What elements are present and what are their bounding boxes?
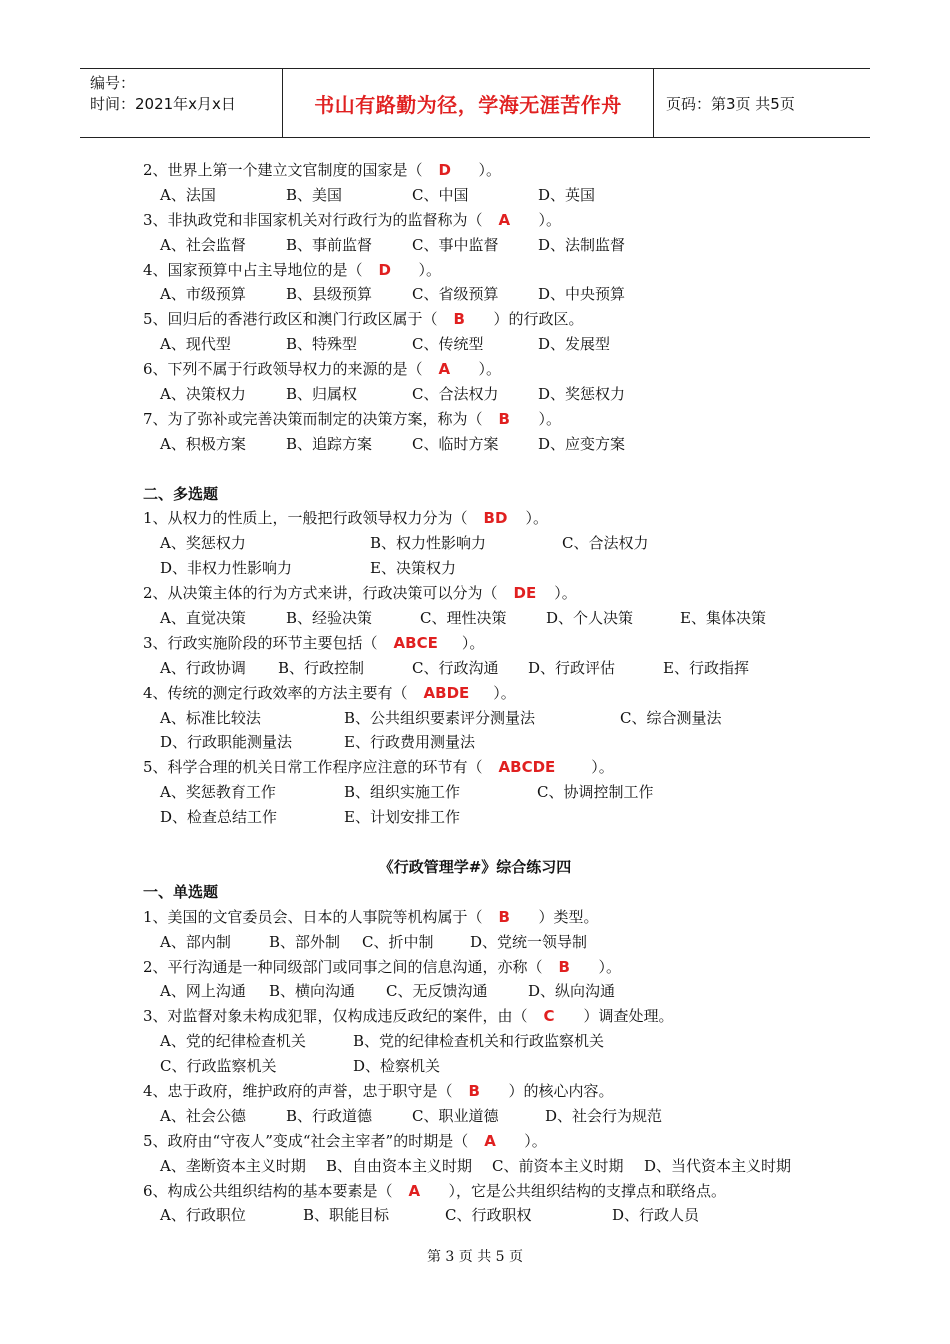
question-tail: ），它是公共组织结构的支撑点和联络点。 xyxy=(448,1181,727,1200)
option: B、自由资本主义时期 xyxy=(326,1156,473,1175)
option: A、社会监督 xyxy=(160,235,246,254)
page-footer: 第 3 页 共 5 页 xyxy=(426,1249,524,1265)
question xyxy=(0,755,950,780)
options-row xyxy=(0,282,950,307)
question xyxy=(0,208,950,233)
option: D、个人决策 xyxy=(546,609,634,628)
question-tail: ）。 xyxy=(461,633,485,652)
options-row xyxy=(0,1104,950,1129)
question-text: 4、忠于政府，维护政府的声誉，忠于职守是（ xyxy=(143,1081,453,1100)
question-text: 2、世界上第一个建立文官制度的国家是（ xyxy=(143,161,423,179)
page-info: 页码：第3页 共5页 xyxy=(666,94,795,113)
option: C、前资本主义时期 xyxy=(492,1156,624,1175)
option: D、纵向沟通 xyxy=(528,982,616,1001)
option: C、省级预算 xyxy=(412,285,499,304)
question-text: 6、构成公共组织结构的基本要素是（ xyxy=(143,1181,393,1200)
options-row xyxy=(0,1154,950,1179)
header-middle xyxy=(282,69,654,137)
answer: A xyxy=(408,1181,421,1200)
option: D、奖惩权力 xyxy=(538,385,626,404)
option: B、特殊型 xyxy=(286,335,358,354)
option: C、折中制 xyxy=(362,932,434,951)
question-tail: ）。 xyxy=(598,957,622,976)
option: D、行政评估 xyxy=(528,658,616,677)
options-row xyxy=(0,1054,950,1079)
question-tail: ）。 xyxy=(538,210,562,229)
option: B、县级预算 xyxy=(286,285,373,304)
option: D、法制监督 xyxy=(538,235,626,254)
question-tail: ）。 xyxy=(591,758,614,777)
option: C、综合测量法 xyxy=(620,708,722,727)
option: A、网上沟通 xyxy=(160,982,246,1001)
question xyxy=(0,1129,950,1154)
section-heading-text: 二、多选题 xyxy=(143,484,219,503)
question xyxy=(0,631,950,656)
option: A、决策权力 xyxy=(160,385,246,404)
option: C、行政职权 xyxy=(445,1206,532,1225)
question xyxy=(0,1079,950,1104)
section-heading xyxy=(0,482,950,507)
question-text: 5、科学合理的机关日常工作程序应注意的环节有（ xyxy=(143,758,483,777)
option: D、行政职能测量法 xyxy=(160,733,293,752)
motto: 书山有路勤为径，学海无涯苦作舟 xyxy=(314,92,622,117)
option: E、行政指挥 xyxy=(663,658,749,677)
question xyxy=(0,1004,950,1029)
options-row xyxy=(0,780,950,805)
question-text: 7、为了弥补或完善决策而制定的决策方案，称为（ xyxy=(143,409,483,428)
question-text: 3、行政实施阶段的环节主要包括（ xyxy=(143,633,378,652)
question xyxy=(0,407,950,432)
option: B、横向沟通 xyxy=(269,982,356,1001)
option: A、积极方案 xyxy=(160,434,246,453)
option: E、行政费用测量法 xyxy=(344,733,475,752)
options-row xyxy=(0,706,950,731)
option: B、部外制 xyxy=(269,932,341,951)
question-tail: ）的核心内容。 xyxy=(508,1081,614,1100)
option: B、行政控制 xyxy=(278,658,365,677)
question-text: 5、政府由“守夜人”变成“社会主宰者”的时期是（ xyxy=(143,1131,469,1150)
answer: ABDE xyxy=(423,683,470,702)
options-row xyxy=(0,233,950,258)
answer: ABCDE xyxy=(498,758,556,777)
exercise-title xyxy=(0,855,950,880)
question-tail: ）。 xyxy=(493,683,516,702)
question-text: 4、传统的测定行政效率的方法主要有（ xyxy=(143,683,408,702)
option: B、追踪方案 xyxy=(286,434,373,453)
option: A、法国 xyxy=(160,185,216,204)
blank-line xyxy=(0,457,950,482)
option: C、行政监察机关 xyxy=(160,1057,277,1076)
blank-line xyxy=(0,830,950,855)
option: B、归属权 xyxy=(286,385,358,404)
date-label: 时间：2021年x月x日 xyxy=(90,95,236,113)
option: D、检察机关 xyxy=(353,1057,441,1076)
option: E、计划安排工作 xyxy=(344,808,460,827)
question-tail: ）。 xyxy=(525,509,548,528)
options-row xyxy=(0,531,950,556)
options-row xyxy=(0,1029,950,1054)
question-text: 3、非执政党和非国家机关对行政行为的监督称为（ xyxy=(143,210,483,229)
question xyxy=(0,681,950,706)
option: D、发展型 xyxy=(538,335,611,354)
option: D、英国 xyxy=(538,185,596,204)
option: B、组织实施工作 xyxy=(344,783,461,802)
option: C、协调控制工作 xyxy=(537,783,654,802)
option: B、事前监督 xyxy=(286,235,373,254)
question-text: 1、从权力的性质上，一般把行政领导权力分为（ xyxy=(143,509,468,528)
question-text: 6、下列不属于行政领导权力的来源的是（ xyxy=(143,360,423,379)
option: D、社会行为规范 xyxy=(545,1106,663,1125)
option: A、党的纪律检查机关 xyxy=(160,1032,306,1051)
answer: D xyxy=(438,161,451,179)
question-text: 1、美国的文官委员会、日本的人事院等机构属于（ xyxy=(143,907,483,926)
question-text: 2、从决策主体的行为方式来讲，行政决策可以分为（ xyxy=(143,584,498,603)
header-left xyxy=(80,69,282,137)
question-tail: ）。 xyxy=(478,360,502,379)
options-row xyxy=(0,979,950,1004)
option: C、职业道德 xyxy=(412,1106,499,1125)
option: E、集体决策 xyxy=(680,609,766,628)
section-heading-text: 一、单选题 xyxy=(143,882,219,901)
answer: BD xyxy=(483,509,508,528)
question-tail: ）。 xyxy=(538,409,562,428)
option: B、行政道德 xyxy=(286,1106,373,1125)
answer: A xyxy=(498,210,511,229)
question xyxy=(0,1179,950,1204)
options-row xyxy=(0,382,950,407)
option: A、直觉决策 xyxy=(160,609,246,628)
options-row xyxy=(0,332,950,357)
question-text: 5、回归后的香港行政区和澳门行政区属于（ xyxy=(143,310,438,329)
question-tail: ）。 xyxy=(524,1131,547,1150)
option: C、合法权力 xyxy=(562,534,649,553)
question-tail: ）调查处理。 xyxy=(583,1007,674,1026)
answer: B xyxy=(498,907,510,926)
answer: A xyxy=(438,360,451,379)
option: C、中国 xyxy=(412,185,469,204)
options-row xyxy=(0,930,950,955)
answer: D xyxy=(378,260,391,279)
question xyxy=(0,307,950,332)
options-row xyxy=(0,183,950,208)
section-heading xyxy=(0,880,950,905)
option: D、行政人员 xyxy=(612,1206,700,1225)
number-label: 编号： xyxy=(90,74,136,92)
option: B、公共组织要素评分测量法 xyxy=(344,708,536,727)
options-row xyxy=(0,432,950,457)
option: A、垄断资本主义时期 xyxy=(160,1156,306,1175)
options-row xyxy=(0,556,950,581)
option: C、传统型 xyxy=(412,335,484,354)
options-row xyxy=(0,730,950,755)
option: A、现代型 xyxy=(160,335,231,354)
option: A、标准比较法 xyxy=(160,708,261,727)
options-row xyxy=(0,656,950,681)
options-row xyxy=(0,606,950,631)
question-tail: ）的行政区。 xyxy=(493,310,584,329)
page-header xyxy=(80,68,870,138)
question xyxy=(0,905,950,930)
option: B、权力性影响力 xyxy=(370,534,487,553)
question xyxy=(0,506,950,531)
header-right xyxy=(654,69,870,137)
answer: B xyxy=(468,1081,480,1100)
question-text: 2、平行沟通是一种同级部门或同事之间的信息沟通，亦称（ xyxy=(143,957,543,976)
exercise-title-text: 《行政管理学#》综合练习四 xyxy=(378,857,572,876)
question-tail: ）。 xyxy=(478,161,502,179)
answer: ABCE xyxy=(393,633,438,652)
option: A、社会公德 xyxy=(160,1106,246,1125)
option: A、奖惩教育工作 xyxy=(160,783,276,802)
option: A、部内制 xyxy=(160,932,231,951)
question-tail: ）。 xyxy=(418,260,442,279)
answer: B xyxy=(498,409,510,428)
option: D、应变方案 xyxy=(538,434,626,453)
option: D、非权力性影响力 xyxy=(160,559,293,578)
question-tail: ）类型。 xyxy=(538,907,599,926)
option: A、行政协调 xyxy=(160,658,246,677)
option: A、奖惩权力 xyxy=(160,534,246,553)
option: C、行政沟通 xyxy=(412,658,499,677)
option: B、美国 xyxy=(286,185,343,204)
question-tail: ）。 xyxy=(554,584,577,603)
option: D、中央预算 xyxy=(538,285,626,304)
option: B、党的纪律检查机关和行政监察机关 xyxy=(353,1032,605,1051)
option: B、职能目标 xyxy=(303,1206,390,1225)
option: A、市级预算 xyxy=(160,285,246,304)
answer: B xyxy=(558,957,570,976)
question xyxy=(0,581,950,606)
option: C、理性决策 xyxy=(420,609,507,628)
document-body xyxy=(0,158,950,1228)
option: D、检查总结工作 xyxy=(160,808,278,827)
options-row xyxy=(0,1203,950,1228)
option: A、行政职位 xyxy=(160,1206,246,1225)
question xyxy=(0,258,950,283)
option: C、临时方案 xyxy=(412,434,499,453)
option: D、党统一领导制 xyxy=(470,932,588,951)
options-row xyxy=(0,805,950,830)
question-text: 3、对监督对象未构成犯罪，仅构成违反政纪的案件，由（ xyxy=(143,1007,528,1026)
question-text: 4、国家预算中占主导地位的是（ xyxy=(143,260,363,279)
option: B、经验决策 xyxy=(286,609,373,628)
answer: DE xyxy=(513,584,537,603)
answer: C xyxy=(543,1007,555,1026)
question xyxy=(0,357,950,382)
option: C、无反馈沟通 xyxy=(386,982,488,1001)
answer: A xyxy=(484,1131,496,1150)
question xyxy=(0,955,950,980)
question xyxy=(0,158,950,183)
option: D、当代资本主义时期 xyxy=(644,1156,792,1175)
option: C、合法权力 xyxy=(412,385,499,404)
answer: B xyxy=(453,310,465,329)
option: E、决策权力 xyxy=(370,559,456,578)
option: C、事中监督 xyxy=(412,235,499,254)
